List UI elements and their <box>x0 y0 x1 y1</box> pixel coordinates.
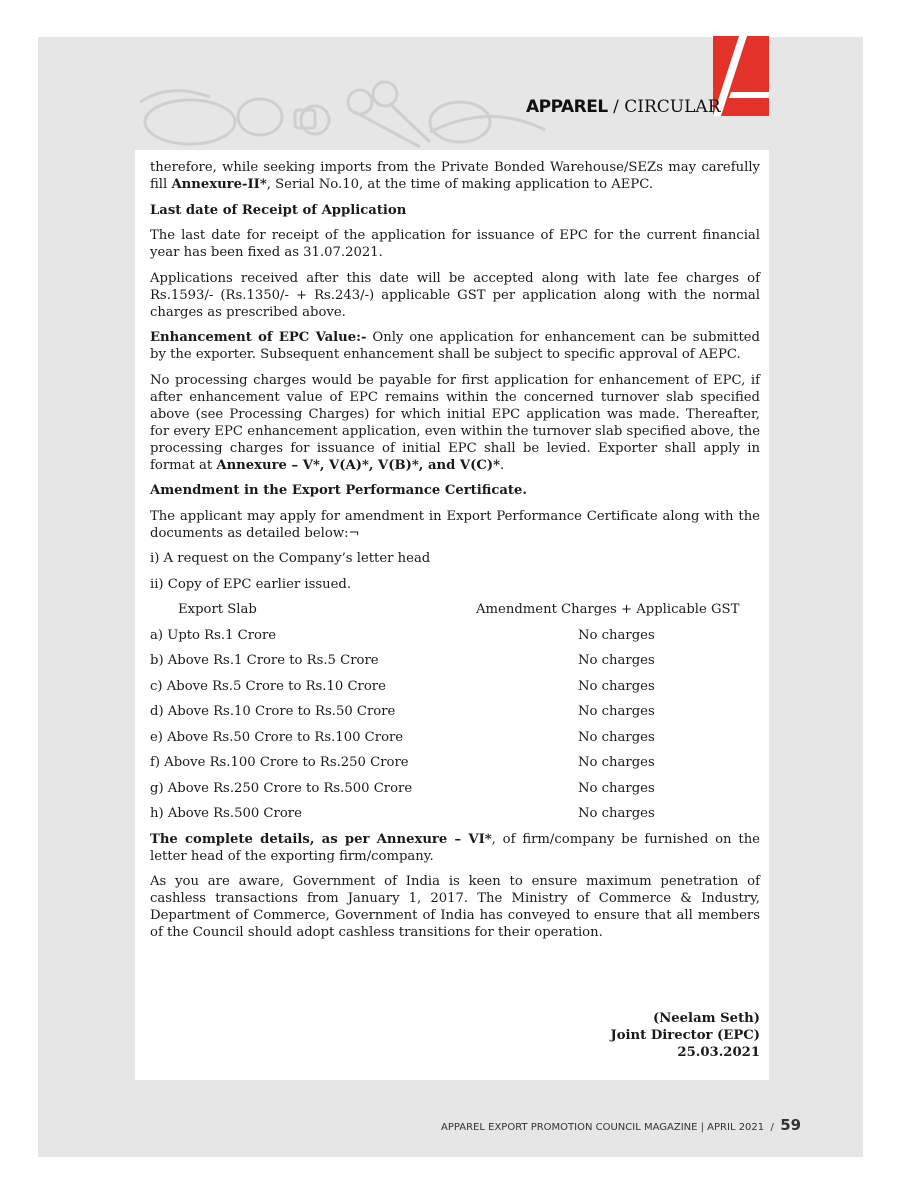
table-header-row <box>150 601 760 627</box>
signature-block <box>611 1010 761 1061</box>
table-cell-charge: No charges <box>578 704 655 719</box>
complete-details-text: , of firm/company be furnished on the letter head of the exporting firm/company. <box>150 831 760 864</box>
paragraph-cashless: As you are aware, Government of India is keen to ensure maximum penetration of cashless transactions from January 1, 2017. The Ministry of Commerce & Industry, Department of Commerce, Government of India has conveyed to ensure that all members of the Council should adopt cashless transitions for their operation. <box>150 874 760 940</box>
section-title-separator: / <box>607 97 625 117</box>
table-cell-slab: c) Above Rs.5 Crore to Rs.10 Crore <box>150 678 386 694</box>
column-header-export-slab: Export Slab <box>178 602 257 617</box>
table-cell-slab: d) Above Rs.10 Crore to Rs.50 Crore <box>150 704 396 719</box>
table-cell-charge: No charges <box>578 806 655 821</box>
table-row <box>150 703 760 729</box>
section-title-strong: APPAREL <box>526 97 608 117</box>
table-cell-charge: No charges <box>578 780 655 796</box>
paragraph-amendment: The applicant may apply for amendment in Export Performance Certificate along with the documents as detailed below:¬ <box>150 508 760 541</box>
list-item: i) A request on the Company’s letter head <box>150 551 431 566</box>
table-cell-slab: e) Above Rs.50 Crore to Rs.100 Crore <box>150 729 404 745</box>
table-cell-slab: g) Above Rs.250 Crore to Rs.500 Crore <box>150 780 413 796</box>
table-cell-slab: f) Above Rs.100 Crore to Rs.250 Crore <box>150 755 409 770</box>
sewing-illustration-icon <box>130 72 550 152</box>
enhancement-text: Only one application for enhancement can be submitted by the exporter. Subsequent enhancement shall be subject to specific approval of AEPC. <box>150 330 761 362</box>
column-header-charges-cell <box>476 601 760 627</box>
table-row <box>150 678 760 704</box>
paragraph-continuation <box>150 159 760 193</box>
table-cell-charge: No charges <box>578 678 655 694</box>
table-cell-charge: No charges <box>578 755 655 770</box>
table-cell-charge: No charges <box>578 653 655 668</box>
paragraph-processing <box>150 372 760 474</box>
annexure-ref: Annexure-II* <box>171 177 267 192</box>
footer-separator: / <box>764 1122 781 1133</box>
paragraph-complete-details <box>150 831 760 865</box>
footer-text: APPAREL EXPORT PROMOTION COUNCIL MAGAZINE | APRIL 2021 <box>441 1122 765 1133</box>
table-row <box>150 754 760 780</box>
signatory-name: (Neelam Seth) <box>652 1011 760 1026</box>
processing-text: No processing charges would be payable for first application for enhancement of EPC, if after enhancement value of EPC remains within the concerned turnover slab specified above (see Processing Charges) for which initial EPC application was made. Thereafter, for every EPC enhancement application, even within the turnover slab specified above, the processing charges for issuance of initial EPC shall be levied. Exporter shall apply in format at <box>150 372 760 473</box>
page-number: 59 <box>780 1116 802 1134</box>
column-header-charges: Amendment Charges + Applicable GST <box>476 602 740 617</box>
table-row <box>150 729 760 755</box>
table-cell-charge: No charges <box>578 627 655 643</box>
table-row <box>150 780 760 806</box>
signatory-title: Joint Director (EPC) <box>610 1028 760 1043</box>
table-row <box>150 627 760 653</box>
complete-details-bold: The complete details, as per Annexure – VI* <box>150 831 492 847</box>
brand-logo-icon <box>713 36 769 116</box>
page-footer <box>441 1116 801 1134</box>
section-title-rest: CIRCULAR <box>624 97 721 117</box>
heading-last-date: Last date of Receipt of Application <box>150 202 407 218</box>
list-item: ii) Copy of EPC earlier issued. <box>150 576 352 592</box>
enhancement-heading: Enhancement of EPC Value:- <box>150 330 367 345</box>
circular-body <box>150 159 760 950</box>
paragraph-late-fee: Applications received after this date will be accepted along with late fee charges of Rs.1593/- (Rs.1350/- + Rs.243/-) applicable GST per application along with the normal charges as prescribed above. <box>150 270 760 320</box>
paragraph-last-date: The last date for receipt of the application for issuance of EPC for the current financial year has been fixed as 31.07.2021. <box>150 228 760 260</box>
table-cell-charge: No charges <box>578 729 655 745</box>
amendment-charges-table <box>150 601 760 831</box>
table-cell-slab: b) Above Rs.1 Crore to Rs.5 Crore <box>150 653 379 668</box>
heading-amendment: Amendment in the Export Performance Certificate. <box>150 483 527 498</box>
p1-rest: , Serial No.10, at the time of making application to AEPC. <box>266 177 654 192</box>
p1-text: therefore, while seeking imports from the Private Bonded Warehouse/SEZs may carefully fill <box>150 160 760 192</box>
paragraph-enhancement <box>150 329 760 363</box>
table-row <box>150 805 760 831</box>
section-title <box>526 96 721 117</box>
processing-end: . <box>500 457 505 473</box>
table-cell-slab: a) Upto Rs.1 Crore <box>150 627 277 643</box>
processing-annexure: Annexure – V*, V(A)*, V(B)*, and V(C)* <box>216 457 501 473</box>
table-cell-slab: h) Above Rs.500 Crore <box>150 806 302 821</box>
signature-date: 25.03.2021 <box>677 1045 760 1060</box>
table-row <box>150 652 760 678</box>
